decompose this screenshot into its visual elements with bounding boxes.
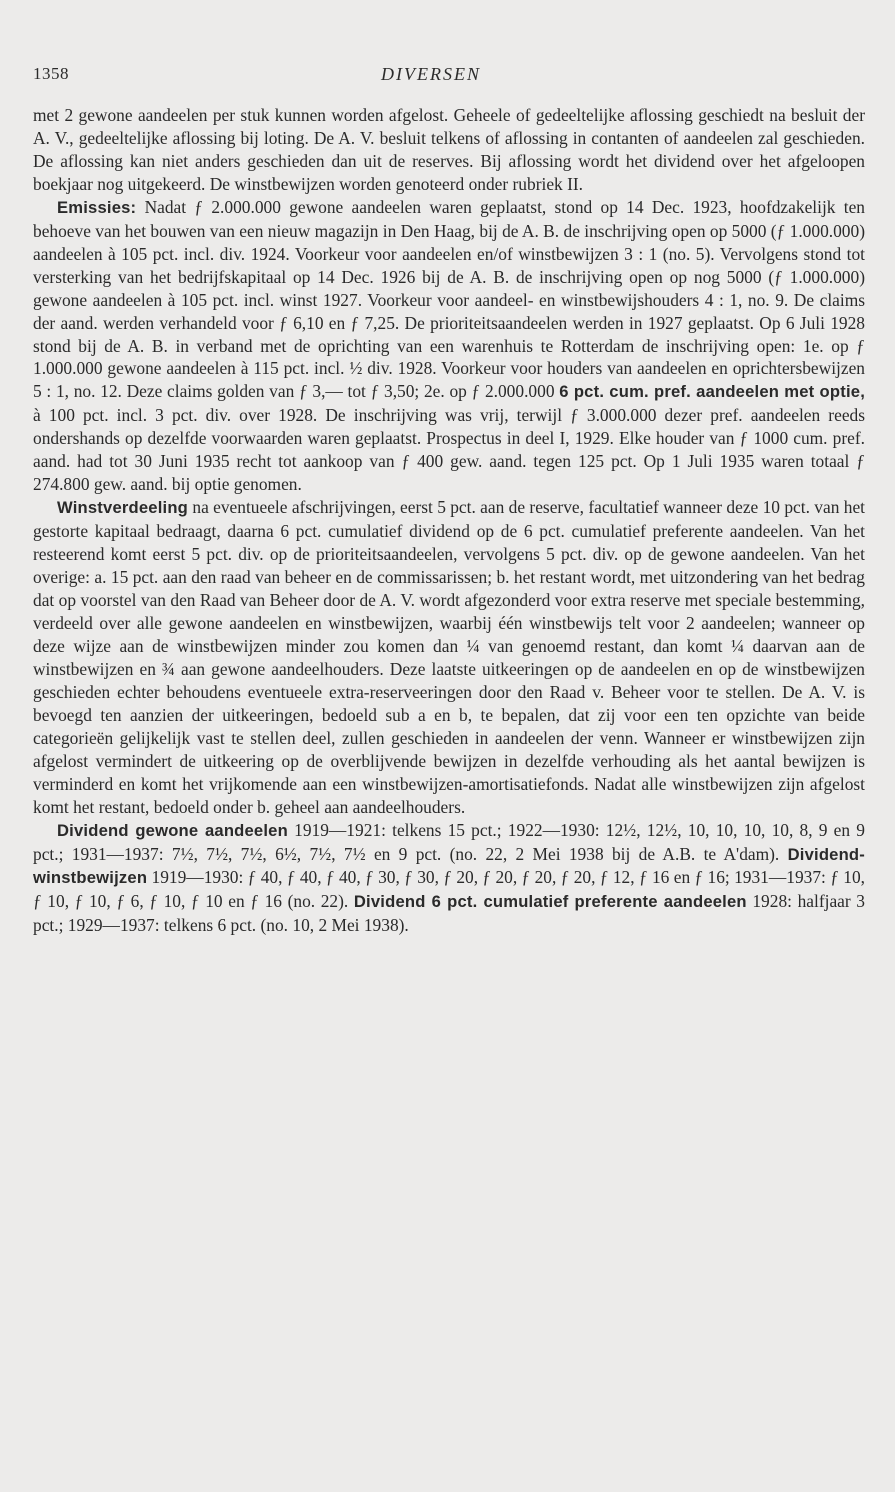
page-number: 1358 (33, 64, 69, 83)
keyword-dividend-winstbewijzen: Dividend-winstbewijzen (33, 844, 865, 888)
paragraph-aflossing (33, 104, 865, 196)
paragraph-dividend (33, 819, 865, 938)
text-segment: 1928: halfjaar 3 pct.; 1929—1937: telkens 6 pct. (no. 10, 2 Mei 1938). (33, 891, 865, 936)
text-segment: 1919—1921: telkens 15 pct.; 1922—1930: 12½, 12½, 10, 10, 10, 10, 8, 9 en 9 pct.; 1931—1937: 7½, 7½, 7½, 6½, 7½, 7½ en 9 pct. (no. 22, 2 Mei 1938 bij de A.B. te A'dam). (33, 819, 865, 864)
text-segment: met 2 gewone aandeelen per stuk kunnen worden afgelost. Geheele of gedeeltelijke aflossing geschiedt na besluit der A. V., gedeeltelijke aflossing bij loting. De A. V. besluit telkens of aflossing in contanten of aandeelen zal geschieden. De aflossing kan niet anders geschieden dan uit de reserves. Bij aflossing wordt het dividend over het afgeloopen boekjaar nog uitgekeerd. De winstbewijzen worden genoteerd onder rubriek II. (33, 105, 865, 194)
keyword-pref-aandeelen: 6 pct. cum. pref. aandeelen met optie, (559, 382, 865, 402)
keyword-winstverdeeling: Winstverdeeling (57, 498, 189, 518)
text-segment: 1919—1930: ƒ 40, ƒ 40, ƒ 40, ƒ 30, ƒ 30, ƒ 20, ƒ 20, ƒ 20, ƒ 20, ƒ 12, ƒ 16 en ƒ 16; 1931—1937: ƒ 10, ƒ 10, ƒ 10, ƒ 6, ƒ 10, ƒ 10 en ƒ 16 (no. 22). (33, 867, 866, 912)
text-segment: na eventueele afschrijvingen, eerst 5 pct. aan de reserve, facultatief wanneer deze 10 pct. van het gestorte kapitaal bedraagt, daarna 6 pct. cumulatief dividend op de 6 pct. cumulatief preferente aandeelen. Van het resteerend komt eerst 5 pct. div. op de prioriteitsaandeelen, vervolgens 5 pct. div. op de gewone aandeelen. Van het overige: a. 15 pct. aan den raad van beheer en de commissarissen; b. het restant wordt, met uitzondering van het bedrag dat op voorstel van den Raad van Beheer door de A. V. wordt afgezonderd voor extra reserve met speciale bestemming, verdeeld over alle gewone aandeelen en winstbewijzen, waarbij één winstbewijs telt voor 2 aandeelen; wanneer op deze wijze aan de winstbewijzen minder zou komen dan ¼ van genoemd restant, dan komt ¼ daarvan aan de winstbewijzen en ¾ aan gewone aandeelhouders. Deze laatste uitkeeringen op de aandeelen en op de winstbewijzen geschieden echter behoudens eventueele extra-reserveeringen door den Raad v. Beheer voor te stellen. De A. V. is bevoegd ten aanzien der uitkeeringen, bedoeld sub a en b, te bepalen, dat zij voor een ten opzichte van beide categorieën gelijkelijk vast te stellen deel, zullen geschieden in aandeelen der venn. Wanneer er winstbewijzen zijn afgelost vermindert de uitkeering op de overblijvende bewijzen in dezelfde verhouding als het aantal bewijzen is verminderd en komt het vrijkomende aan een winstbewijzen-amortisatiefonds. Nadat alle winstbewijzen zijn afgelost komt het restant, bedoeld onder b. geheel aan aandeelhouders. (33, 497, 865, 817)
paragraph-emissies (33, 196, 865, 496)
keyword-dividend-preferente: Dividend 6 pct. cumulatief preferente aandeelen (353, 892, 747, 912)
keyword-emissies: Emissies: (57, 197, 137, 217)
paragraph-winstverdeeling (33, 496, 865, 818)
body-text (33, 104, 865, 937)
text-segment: Nadat ƒ 2.000.000 gewone aandeelen waren geplaatst, stond op 14 Dec. 1923, hoofdzakelijk ten behoeve van het bouwen van een nieuw magazijn in Den Haag, bij de A. B. de inschrijving open op 5000 (ƒ 1.000.000) aandeelen à 105 pct. incl. div. 1924. Voorkeur voor aandeelen en/of winstbewijzen 3 : 1 (no. 5). Vervolgens stond tot versterking van het bedrijfskapitaal op 14 Dec. 1926 bij de A. B. de inschrijving open op nog 5000 (ƒ 1.000.000) gewone aandeelen à 105 pct. incl. winst 1927. Voorkeur voor aandeel- en winstbewijshouders 4 : 1, no. 9. De claims der aand. werden verhandeld voor ƒ 6,10 en ƒ 7,25. De prioriteitsaandeelen werden in 1927 geplaatst. Op 6 Juli 1928 stond bij de A. B. in verband met de oprichting van een warenhuis te Rotterdam de inschrijving open: 1e. op ƒ 1.000.000 gewone aandeelen à 115 pct. incl. ½ div. 1928. Voorkeur voor houders van aandeelen en oprichtersbewijzen 5 : 1, no. 12. Deze claims golden van ƒ 3,— tot ƒ 3,50; 2e. op ƒ 2.000.000 (33, 196, 865, 402)
running-header (33, 64, 865, 86)
text-segment: à 100 pct. incl. 3 pct. div. over 1928. De inschrijving was vrij, terwijl ƒ 3.000.000 dezer pref. aandeelen reeds ondershands op dezelfde voorwaarden waren geplaatst. Prospectus in deel I, 1929. Elke houder van ƒ 1000 cum. pref. aand. had tot 30 Juni 1935 recht tot aankoop van ƒ 400 gew. aand. tegen 125 pct. Op 1 Juli 1935 waren totaal ƒ 274.800 gew. aand. bij optie genomen. (33, 405, 865, 495)
keyword-dividend-gewone: Dividend gewone aandeelen (57, 820, 288, 840)
section-title: DIVERSEN (381, 64, 481, 84)
